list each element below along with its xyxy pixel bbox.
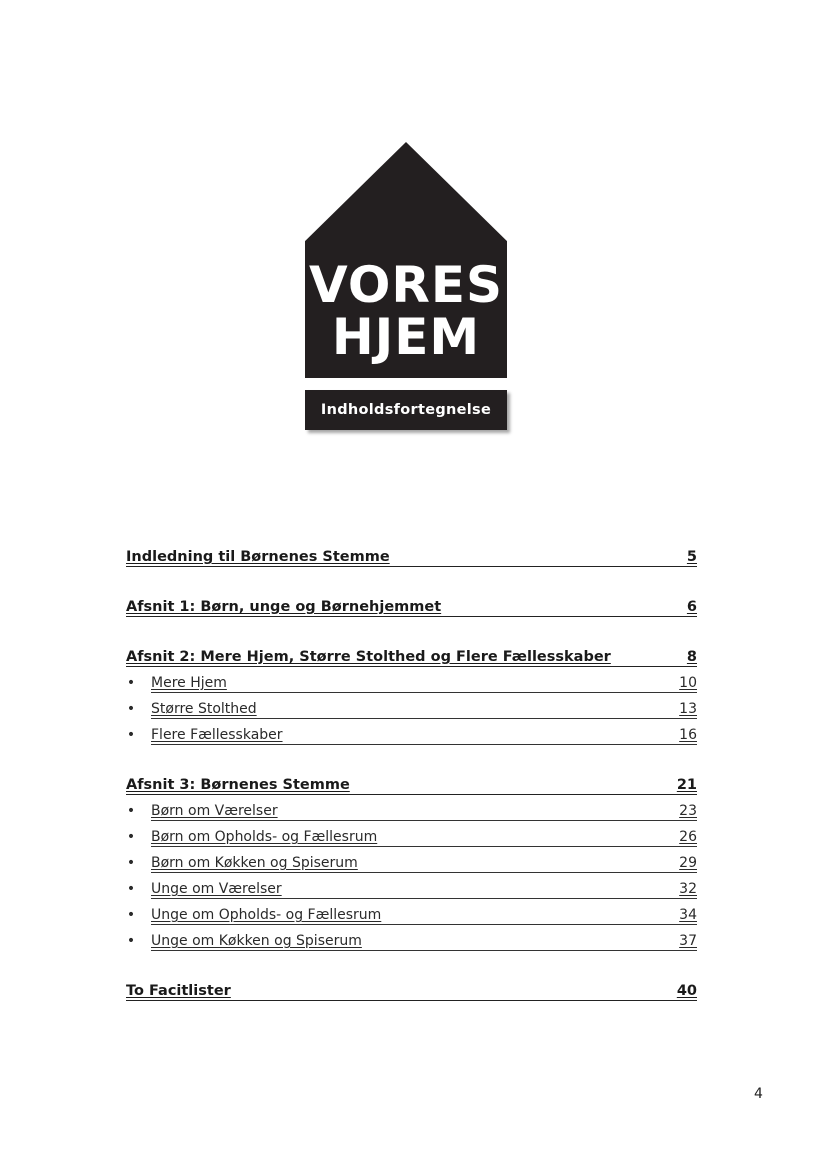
toc-entry-page: 21 [676, 777, 697, 793]
toc-entry-page: 23 [679, 803, 697, 819]
toc-entry-label: Større Stolthed [151, 701, 257, 717]
toc-entry-label: To Facitlister [126, 983, 231, 999]
toc-entry-sub[interactable] [126, 802, 697, 821]
toc-entry-main[interactable] [126, 598, 697, 617]
toc-entry-label: Mere Hjem [151, 675, 227, 691]
bullet-icon: • [126, 881, 136, 897]
toc-heading: Indholdsfortegnelse [305, 390, 507, 430]
toc-entry-page: 26 [679, 829, 697, 845]
table-of-contents [126, 548, 697, 1001]
toc-entry-page: 5 [686, 549, 697, 565]
toc-entry-page: 37 [679, 933, 697, 949]
bullet-icon: • [126, 701, 136, 717]
toc-entry-label: Unge om Køkken og Spiserum [151, 933, 362, 949]
toc-entry-sub[interactable] [126, 880, 697, 899]
toc-entry-sub[interactable] [126, 932, 697, 951]
toc-entry-label: Børn om Værelser [151, 803, 278, 819]
toc-spacer [126, 951, 697, 982]
toc-entry-label: Unge om Værelser [151, 881, 282, 897]
toc-entry-page: 13 [679, 701, 697, 717]
bullet-icon: • [126, 675, 136, 691]
toc-entry-sub[interactable] [126, 700, 697, 719]
toc-entry-label: Afsnit 1: Børn, unge og Børnehjemmet [126, 599, 442, 615]
toc-spacer [126, 847, 697, 854]
bullet-icon: • [126, 933, 136, 949]
toc-spacer [126, 617, 697, 648]
toc-entry-label: Unge om Opholds- og Fællesrum [151, 907, 382, 923]
toc-entry-main[interactable] [126, 776, 697, 795]
toc-entry-page: 29 [679, 855, 697, 871]
toc-entry-main[interactable] [126, 982, 697, 1001]
toc-entry-label: Indledning til Børnenes Stemme [126, 549, 390, 565]
toc-entry-label: Børn om Opholds- og Fællesrum [151, 829, 378, 845]
logo-line-2: HJEM [331, 308, 481, 366]
toc-spacer [126, 719, 697, 726]
toc-entry-page: 40 [676, 983, 697, 999]
bullet-icon: • [126, 829, 136, 845]
bullet-icon: • [126, 803, 136, 819]
toc-spacer [126, 567, 697, 598]
toc-entry-page: 10 [679, 675, 697, 691]
toc-entry-sub[interactable] [126, 674, 697, 693]
toc-entry-sub[interactable] [126, 726, 697, 745]
toc-spacer [126, 925, 697, 932]
toc-entry-sub[interactable] [126, 854, 697, 873]
bullet-icon: • [126, 855, 136, 871]
bullet-icon: • [126, 727, 136, 743]
toc-spacer [126, 873, 697, 880]
toc-entry-label: Flere Fællesskaber [151, 727, 283, 743]
toc-entry-page: 8 [686, 649, 697, 665]
toc-spacer [126, 693, 697, 700]
toc-spacer [126, 745, 697, 776]
vores-hjem-logo [305, 142, 507, 432]
toc-entry-main[interactable] [126, 548, 697, 567]
toc-entry-main[interactable] [126, 648, 697, 667]
toc-spacer [126, 667, 697, 674]
toc-entry-page: 16 [679, 727, 697, 743]
toc-entry-label: Afsnit 3: Børnenes Stemme [126, 777, 350, 793]
toc-spacer [126, 795, 697, 802]
toc-entry-label: Afsnit 2: Mere Hjem, Større Stolthed og Flere Fællesskaber [126, 649, 611, 665]
toc-entry-sub[interactable] [126, 828, 697, 847]
toc-entry-label: Børn om Køkken og Spiserum [151, 855, 358, 871]
logo-line-1: VORES [309, 256, 503, 314]
toc-spacer [126, 821, 697, 828]
page-number: 4 [754, 1086, 763, 1102]
toc-entry-page: 32 [679, 881, 697, 897]
bullet-icon: • [126, 907, 136, 923]
toc-spacer [126, 899, 697, 906]
toc-entry-page: 34 [679, 907, 697, 923]
toc-entry-sub[interactable] [126, 906, 697, 925]
toc-entry-page: 6 [686, 599, 697, 615]
